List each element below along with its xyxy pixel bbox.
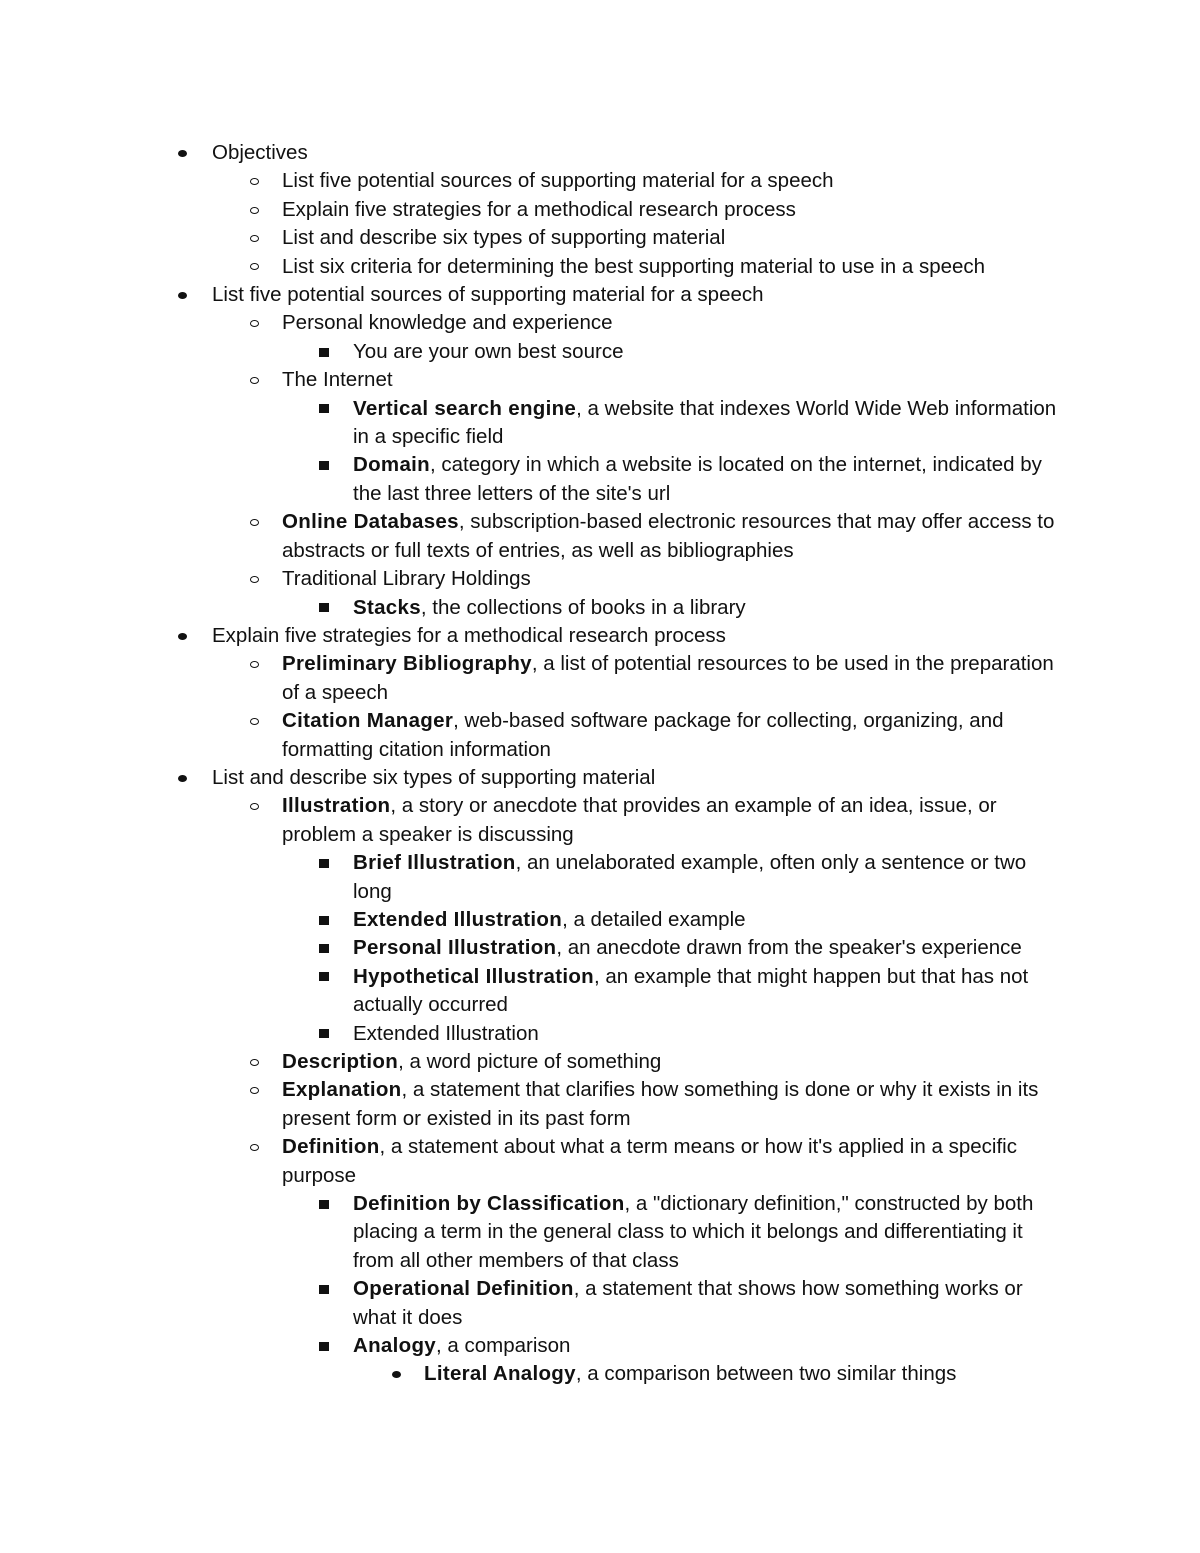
outline-item [0, 451, 1063, 508]
item-text: , an unelaborated example, often only a sentence or two long [353, 851, 1027, 903]
item-text: , a story or anecdote that provides an example of an idea, issue, or problem a speaker is discussing [282, 794, 997, 846]
term-label: Operational Definition [353, 1277, 574, 1301]
item-text: , a list of potential resources to be used in the preparation of a speech [282, 652, 1054, 704]
outline-item [0, 934, 1063, 962]
square-bullet-icon [314, 451, 334, 479]
outline-item [0, 1190, 1063, 1275]
outline-item [0, 792, 1062, 849]
outline-item [0, 366, 1062, 394]
item-text: , a statement that shows how something works or what it does [353, 1277, 1023, 1329]
item-text: The Internet [282, 368, 393, 392]
item-text: List six criteria for determining the best supporting material to use in a speech [282, 254, 986, 278]
term-label: Domain [353, 453, 430, 477]
circle-bullet-icon [244, 508, 264, 536]
item-text: , a detailed example [562, 907, 746, 931]
circle-bullet-icon [244, 253, 264, 281]
item-text: List and describe six types of supporting material [282, 226, 726, 250]
square-bullet-icon [314, 338, 334, 366]
outline-item [0, 338, 1063, 366]
item-text: , a comparison [435, 1334, 571, 1358]
item-text: , a statement about what a term means or how it's applied in a specific purpose [282, 1135, 1017, 1187]
outline-item [0, 1048, 1062, 1076]
disc-bullet-icon [386, 1360, 406, 1388]
circle-bullet-icon [244, 366, 264, 394]
circle-bullet-icon [244, 1076, 264, 1104]
term-label: Definition by Classification [353, 1192, 625, 1216]
circle-bullet-icon [244, 1133, 264, 1161]
square-bullet-icon [314, 594, 334, 622]
square-bullet-icon [314, 1332, 334, 1360]
outline-item [0, 622, 1062, 650]
outline-item [0, 167, 1062, 195]
square-bullet-icon [314, 1190, 334, 1218]
square-bullet-icon [314, 395, 334, 423]
item-text: , a "dictionary definition," constructed by both placing a term in the general class to which it belongs and differentiating it from all other members of that class [353, 1192, 1034, 1272]
term-label: Hypothetical Illustration [353, 964, 594, 988]
term-label: Vertical search engine [353, 396, 577, 420]
item-text: , an example that might happen but that has not actually occurred [353, 964, 1029, 1017]
term-label: Brief Illustration [353, 851, 516, 875]
item-text: List five potential sources of supporting material for a speech [282, 169, 834, 193]
term-label: Literal Analogy [424, 1362, 576, 1386]
item-text: , category in which a website is located on the internet, indicated by the last three letters of the site's url [353, 453, 1042, 505]
circle-bullet-icon [244, 565, 264, 593]
square-bullet-icon [314, 1020, 334, 1048]
outline-item [0, 707, 1062, 764]
outline-item [0, 1275, 1063, 1332]
outline-list [0, 139, 1200, 1389]
term-label: Preliminary Bibliography [282, 652, 532, 676]
item-text: , an anecdote drawn from the speaker's experience [556, 936, 1022, 960]
outline-item [0, 281, 1062, 309]
outline-item [0, 906, 1063, 934]
circle-bullet-icon [244, 707, 264, 735]
item-text: Traditional Library Holdings [282, 567, 531, 591]
circle-bullet-icon [244, 650, 264, 678]
item-text: , subscription-based electronic resources that may offer access to abstracts or full texts of entries, as well as bibliographies [282, 510, 1055, 562]
outline-item [0, 849, 1063, 906]
item-text: , a word picture of something [398, 1050, 662, 1073]
outline-item [0, 508, 1062, 565]
outline-item [0, 650, 1062, 707]
square-bullet-icon [314, 906, 334, 934]
term-label: Citation Manager [282, 709, 454, 733]
item-text: , a website that indexes World Wide Web information in a specific field [353, 396, 1057, 449]
square-bullet-icon [314, 934, 334, 962]
circle-bullet-icon [244, 196, 264, 224]
item-text: Objectives [212, 141, 308, 164]
term-label: Definition [282, 1135, 380, 1159]
term-label: Analogy [353, 1334, 436, 1358]
item-text: , web-based software package for collecting, organizing, and formatting citation information [282, 709, 1004, 761]
item-text: List and describe six types of supporting material [212, 765, 656, 789]
item-text: Explain five strategies for a methodical research process [212, 623, 726, 647]
square-bullet-icon [314, 1275, 334, 1303]
outline-item [0, 594, 1063, 622]
outline-item [0, 764, 1062, 792]
circle-bullet-icon [244, 224, 264, 252]
item-text: Extended Illustration [353, 1021, 539, 1045]
disc-bullet-icon [172, 764, 192, 792]
term-label: Stacks [353, 595, 421, 619]
outline-item [0, 1332, 1063, 1360]
term-label: Extended Illustration [353, 907, 563, 931]
disc-bullet-icon [172, 139, 192, 167]
term-label: Illustration [282, 794, 391, 818]
disc-bullet-icon [172, 281, 192, 309]
outline-item [0, 1020, 1063, 1048]
disc-bullet-icon [172, 622, 192, 650]
circle-bullet-icon [244, 309, 264, 337]
item-text: Explain five strategies for a methodical research process [282, 197, 796, 221]
outline-item [0, 565, 1062, 593]
outline-item [0, 1360, 1064, 1388]
outline-item [0, 139, 1062, 167]
item-text: , a statement that clarifies how something is done or why it exists in its present form or existed in its past form [282, 1078, 1039, 1130]
outline-item [0, 309, 1062, 337]
outline-item [0, 395, 1063, 452]
term-label: Online Databases [282, 510, 459, 534]
outline-item [0, 253, 1062, 281]
term-label: Explanation [282, 1078, 402, 1102]
item-text: You are your own best source [353, 339, 624, 363]
outline-item [0, 1133, 1062, 1190]
outline-item [0, 224, 1062, 252]
outline-item [0, 1076, 1062, 1133]
term-label: Description [282, 1050, 399, 1073]
outline-item [0, 963, 1063, 1020]
item-text: List five potential sources of supporting material for a speech [212, 283, 764, 307]
square-bullet-icon [314, 849, 334, 877]
item-text: , the collections of books in a library [420, 595, 746, 619]
term-label: Personal Illustration [353, 936, 557, 960]
item-text: Personal knowledge and experience [282, 311, 613, 335]
circle-bullet-icon [244, 792, 264, 820]
outline-item [0, 196, 1062, 224]
circle-bullet-icon [244, 1048, 264, 1076]
item-text: , a comparison between two similar things [575, 1362, 957, 1386]
circle-bullet-icon [244, 167, 264, 195]
square-bullet-icon [314, 963, 334, 991]
